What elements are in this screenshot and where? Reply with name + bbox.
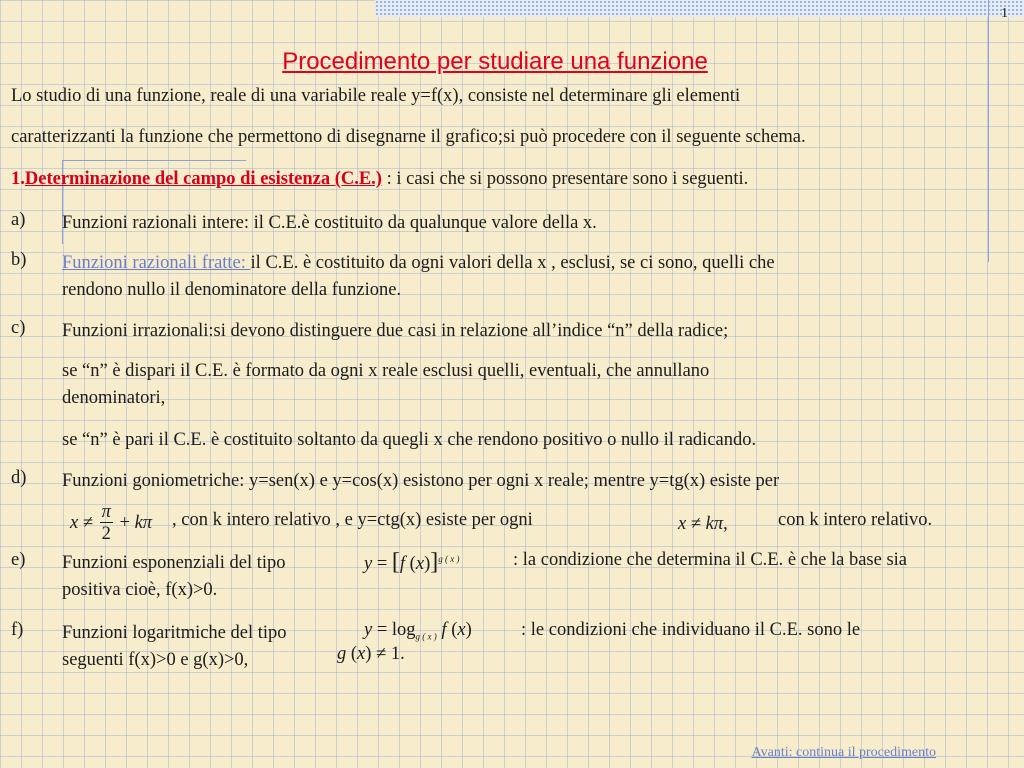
item-text: Funzioni irrazionali:si devono distinguere due casi in relazione all’indice “n” della radice; — [62, 321, 729, 341]
page-title: Procedimento per studiare una funzione — [282, 48, 708, 75]
item-text: Funzioni razionali intere: il C.E.è costituito da qualunque valore della x. — [62, 213, 597, 233]
page-number: 1 — [1001, 6, 1008, 21]
list-item-d — [11, 468, 1011, 495]
top-decorative-band — [375, 0, 1024, 17]
section-title: Determinazione del campo di esistenza (C.E.) — [24, 169, 382, 189]
horizontal-guide-line — [62, 160, 246, 161]
tangent-condition-text: , con k intero relativo , e y=ctg(x) esiste per ogni — [172, 510, 533, 530]
exponential-condition-text: : la condizione che determina il C.E. è che la base sia — [513, 550, 907, 570]
item-label: c) — [11, 318, 26, 338]
item-label: a) — [11, 210, 26, 230]
intro-line-2: caratterizzanti la funzione che permettono di disegnarne il grafico;si può procedere con il seguente schema. — [11, 127, 806, 147]
section-1-heading — [11, 169, 748, 190]
item-text: Funzioni razionali fratte: il C.E. è costituito da ogni valori della x , esclusi, se ci sono, quelli che rendono nullo il denominatore della funzione. — [62, 253, 775, 300]
item-label: f) — [11, 620, 24, 640]
cotangent-domain-formula: x ≠ kπ, — [678, 514, 728, 534]
exponential-formula: y = [f (x)]$^{g ( x )}$ — [364, 549, 460, 575]
fractional-functions-link[interactable]: Funzioni razionali fratte: — [62, 253, 251, 273]
logarithm-formula: $y = \log_{g ( x )} f$ (x) — [364, 620, 472, 642]
next-page-link[interactable]: Avanti: continua il procedimento — [751, 745, 936, 760]
odd-index-case: se “n” è dispari il C.E. è formato da ogni x reale esclusi quelli, eventuali, che annullano denominatori, — [62, 361, 710, 408]
item-label: e) — [11, 550, 26, 570]
list-item-f — [11, 620, 1011, 674]
item-label: d) — [11, 468, 27, 488]
item-text: Funzioni esponenziali del tipo positiva cioè, f(x)>0. — [62, 553, 286, 600]
item-text: Funzioni goniometriche: y=sen(x) e y=cos(x) esistono per ogni x reale; mentre y=tg(x) esiste per — [62, 471, 780, 491]
list-item-b — [11, 250, 1011, 304]
even-index-case: se “n” è pari il C.E. è costituito soltanto da quegli x che rendono positivo o nullo il radicando. — [62, 430, 757, 450]
tangent-domain-formula: x ≠ $\frac{\pi}{2}$ + kπ — [70, 502, 153, 544]
intro-line-1: Lo studio di una funzione, reale di una variabile reale y=f(x), consiste nel determinare gli elementi — [11, 86, 741, 106]
logarithm-condition-text: : le condizioni che individuano il C.E. sono le — [521, 620, 861, 640]
item-text: Funzioni logaritmiche del tipo seguenti f(x)>0 e g(x)>0, — [62, 623, 287, 670]
section-number: 1. — [11, 169, 25, 189]
item-label: b) — [11, 250, 27, 270]
section-description: : i casi che si possono presentare sono i seguenti. — [381, 169, 749, 189]
base-not-one-formula: g (x) ≠ 1. — [337, 644, 405, 664]
list-item-a — [11, 210, 1011, 237]
list-item-c — [11, 318, 1011, 345]
cotangent-condition-text: con k intero relativo. — [778, 510, 933, 530]
